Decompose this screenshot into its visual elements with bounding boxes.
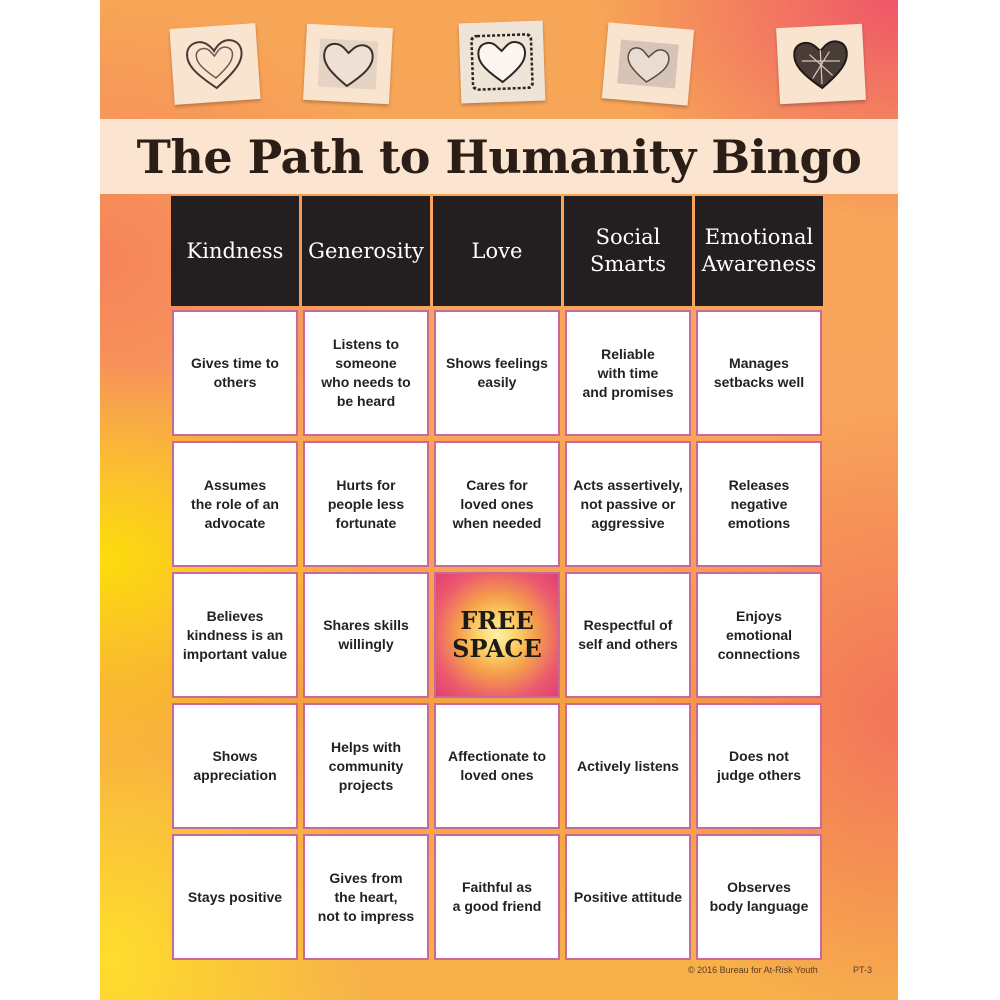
column-header xyxy=(433,196,561,306)
heart-sketch-icon xyxy=(169,23,260,105)
bingo-cell-label: Manages setbacks well xyxy=(713,355,805,390)
bingo-cell-label: Does not judge others xyxy=(716,748,801,783)
column-header-label: Kindness xyxy=(186,238,284,263)
bingo-cell-label: Assumes the role of an advocate xyxy=(191,476,279,531)
bingo-cell xyxy=(565,572,691,698)
bingo-poster xyxy=(100,0,898,1000)
bingo-cell-label: Releases negative emotions xyxy=(727,476,791,531)
bingo-cell xyxy=(172,441,298,567)
bingo-cell xyxy=(434,310,560,436)
bingo-cell xyxy=(303,834,429,960)
bingo-cell-label: Cares for loved ones when needed xyxy=(452,476,542,531)
column-header-label: Love xyxy=(471,238,523,263)
bingo-cell-label: Affectionate to loved ones xyxy=(448,748,546,783)
heart-sketch-icon xyxy=(303,24,393,104)
bingo-cell xyxy=(696,703,822,829)
bingo-cell xyxy=(696,310,822,436)
bingo-cell-label: Shares skills willingly xyxy=(323,617,409,652)
bingo-cell-label: Helps with community projects xyxy=(328,738,404,793)
bingo-cell-label: Positive attitude xyxy=(573,888,683,905)
column-header xyxy=(695,196,823,306)
bingo-cell xyxy=(303,703,429,829)
copyright-text: © 2016 Bureau for At-Risk Youth xyxy=(688,965,818,975)
bingo-cell-label: Respectful of self and others xyxy=(578,617,678,652)
bingo-cell xyxy=(565,441,691,567)
bingo-cell-label: Acts assertively, not passive or aggressive xyxy=(573,476,683,531)
column-header xyxy=(302,196,430,306)
bingo-cell-label: Hurts for people less fortunate xyxy=(327,476,405,531)
column-header xyxy=(564,196,692,306)
bingo-cell xyxy=(696,834,822,960)
column-header-label: Generosity xyxy=(308,238,424,263)
title-band xyxy=(100,119,898,194)
product-code: PT-3 xyxy=(853,965,873,975)
bingo-cell xyxy=(303,441,429,567)
bingo-cell xyxy=(172,834,298,960)
page-title: The Path to Humanity Bingo xyxy=(136,129,862,184)
bingo-cell-label: Observes body language xyxy=(709,879,809,914)
bingo-cell xyxy=(434,441,560,567)
heart-sketch-icon xyxy=(459,21,546,104)
bingo-cell xyxy=(303,310,429,436)
bingo-cell xyxy=(565,834,691,960)
free-space-label: FREE SPACE xyxy=(452,606,542,663)
bingo-cell-label: Reliable with time and promises xyxy=(582,345,674,400)
bingo-cell-label: Faithful as a good friend xyxy=(452,879,542,914)
bingo-cell xyxy=(434,703,560,829)
bingo-cell xyxy=(172,310,298,436)
bingo-cell-label: Actively listens xyxy=(577,757,679,774)
bingo-cell xyxy=(565,703,691,829)
heart-sketch-icon xyxy=(776,24,866,104)
bingo-cell-label: Enjoys emotional connections xyxy=(717,607,801,662)
column-header-label: Social Smarts xyxy=(589,225,667,276)
bingo-cell-label: Believes kindness is an important value xyxy=(182,607,288,662)
bingo-cell-label: Shows feelings easily xyxy=(446,355,548,390)
bingo-cell xyxy=(172,703,298,829)
bingo-cell xyxy=(696,572,822,698)
bingo-cell xyxy=(696,441,822,567)
heart-sketch-icon xyxy=(602,22,694,105)
bingo-cell-label: Shows appreciation xyxy=(193,748,277,783)
bingo-cell xyxy=(303,572,429,698)
bingo-grid xyxy=(172,196,826,964)
bingo-cell-label: Listens to someone who needs to be heard xyxy=(321,336,411,409)
free-space-cell xyxy=(434,572,560,698)
bingo-cell xyxy=(434,834,560,960)
bingo-cell-label: Gives time to others xyxy=(191,355,279,390)
column-header xyxy=(171,196,299,306)
bingo-cell xyxy=(565,310,691,436)
column-header-label: Emotional Awareness xyxy=(701,225,817,276)
bingo-cell-label: Gives from the heart, not to impress xyxy=(317,869,415,924)
bingo-cell-label: Stays positive xyxy=(187,888,283,905)
bingo-cell xyxy=(172,572,298,698)
